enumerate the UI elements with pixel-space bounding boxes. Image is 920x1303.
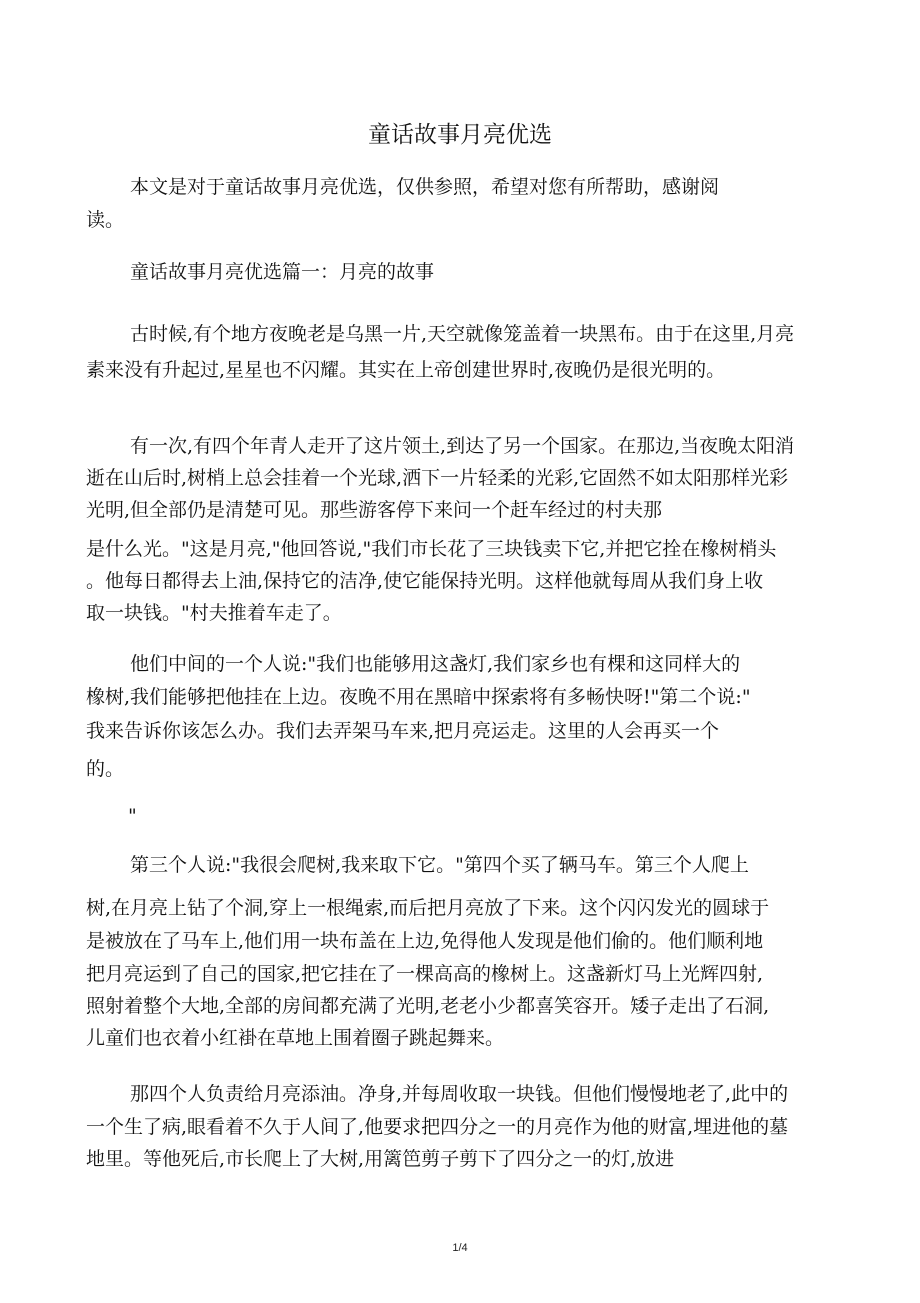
text-line: 儿童们也衣着小红褂在草地上围着圈子跳起舞来。 xyxy=(86,1027,505,1049)
text-line: 取一块钱。"村夫推着车走了。 xyxy=(86,602,342,624)
text-line: 第三个人说:"我很会爬树,我来取下它。"第四个买了辆马车。第三个人爬上 xyxy=(130,854,749,876)
text-line: 橡树,我们能够把他挂在上边。夜晚不用在黑暗中探索将有多畅快呀!"第二个说:" xyxy=(86,686,751,708)
page-number: 1/4 xyxy=(452,1242,468,1254)
text-line: 把月亮运到了自己的国家,把它挂在了一棵高高的橡树上。这盏新灯马上光辉四射, xyxy=(86,963,764,985)
text-line: 是被放在了马车上,他们用一块布盖在上边,免得他人发现是他们偷的。他们顺利地 xyxy=(86,930,764,952)
text-line: 有一次,有四个年青人走开了这片领土,到达了另一个国家。在那边,当夜晚太阳消 xyxy=(130,435,795,457)
text-line: 逝在山后时,树梢上总会挂着一个光球,洒下一片轻柔的光彩,它固然不如太阳那样光彩 xyxy=(86,467,789,489)
text-line: 光明,但全部仍是清楚可见。那些游客停下来问一个赶车经过的村夫那 xyxy=(86,499,663,521)
text-line: 照射着整个大地,全部的房间都充满了光明,老老小少都喜笑容开。矮子走出了石洞, xyxy=(86,995,770,1017)
text-line: 我来告诉你该怎么办。我们去弄架马车来,把月亮运走。这里的人会再买一个 xyxy=(86,720,720,742)
text-line: 。他每日都得去上油,保持它的洁净,使它能保持光明。这样他就每周从我们身上收 xyxy=(86,570,764,592)
text-line: 读。 xyxy=(86,209,125,231)
text-line: 是什么光。"这是月亮,"他回答说,"我们市长花了三块钱卖下它,并把它拴在橡树梢头 xyxy=(86,538,777,560)
text-line: 的。 xyxy=(86,758,125,780)
text-line: 那四个人负责给月亮添油。净身,并每周收取一块钱。但他们慢慢地老了,此中的 xyxy=(130,1083,789,1105)
text-line: " xyxy=(128,805,137,827)
text-line: 古时候,有个地方夜晚老是乌黑一片,天空就像笼盖着一块黑布。由于在这里,月亮 xyxy=(130,323,795,345)
text-line: 一个生了病,眼看着不久于人间了,他要求把四分之一的月亮作为他的财富,埋进他的墓 xyxy=(86,1116,789,1138)
text-line: 他们中间的一个人说:"我们也能够用这盏灯,我们家乡也有棵和这同样大的 xyxy=(130,653,741,675)
document-title: 童话故事月亮优选 xyxy=(368,122,552,148)
text-line: 素来没有升起过,星星也不闪耀。其实在上帝创建世界时,夜晚仍是很光明的。 xyxy=(86,359,726,381)
text-line: 树,在月亮上钻了个洞,穿上一根绳索,而后把月亮放了下来。这个闪闪发光的圆球于 xyxy=(86,897,770,919)
text-line: 童话故事月亮优选篇一：月亮的故事 xyxy=(130,261,435,283)
text-line: 地里。等他死后,市长爬上了大树,用篱笆剪子剪下了四分之一的灯,放进 xyxy=(86,1148,675,1170)
text-line: 本文是对于童话故事月亮优选，仅供参照，希望对您有所帮助，感谢阅 xyxy=(130,176,720,198)
